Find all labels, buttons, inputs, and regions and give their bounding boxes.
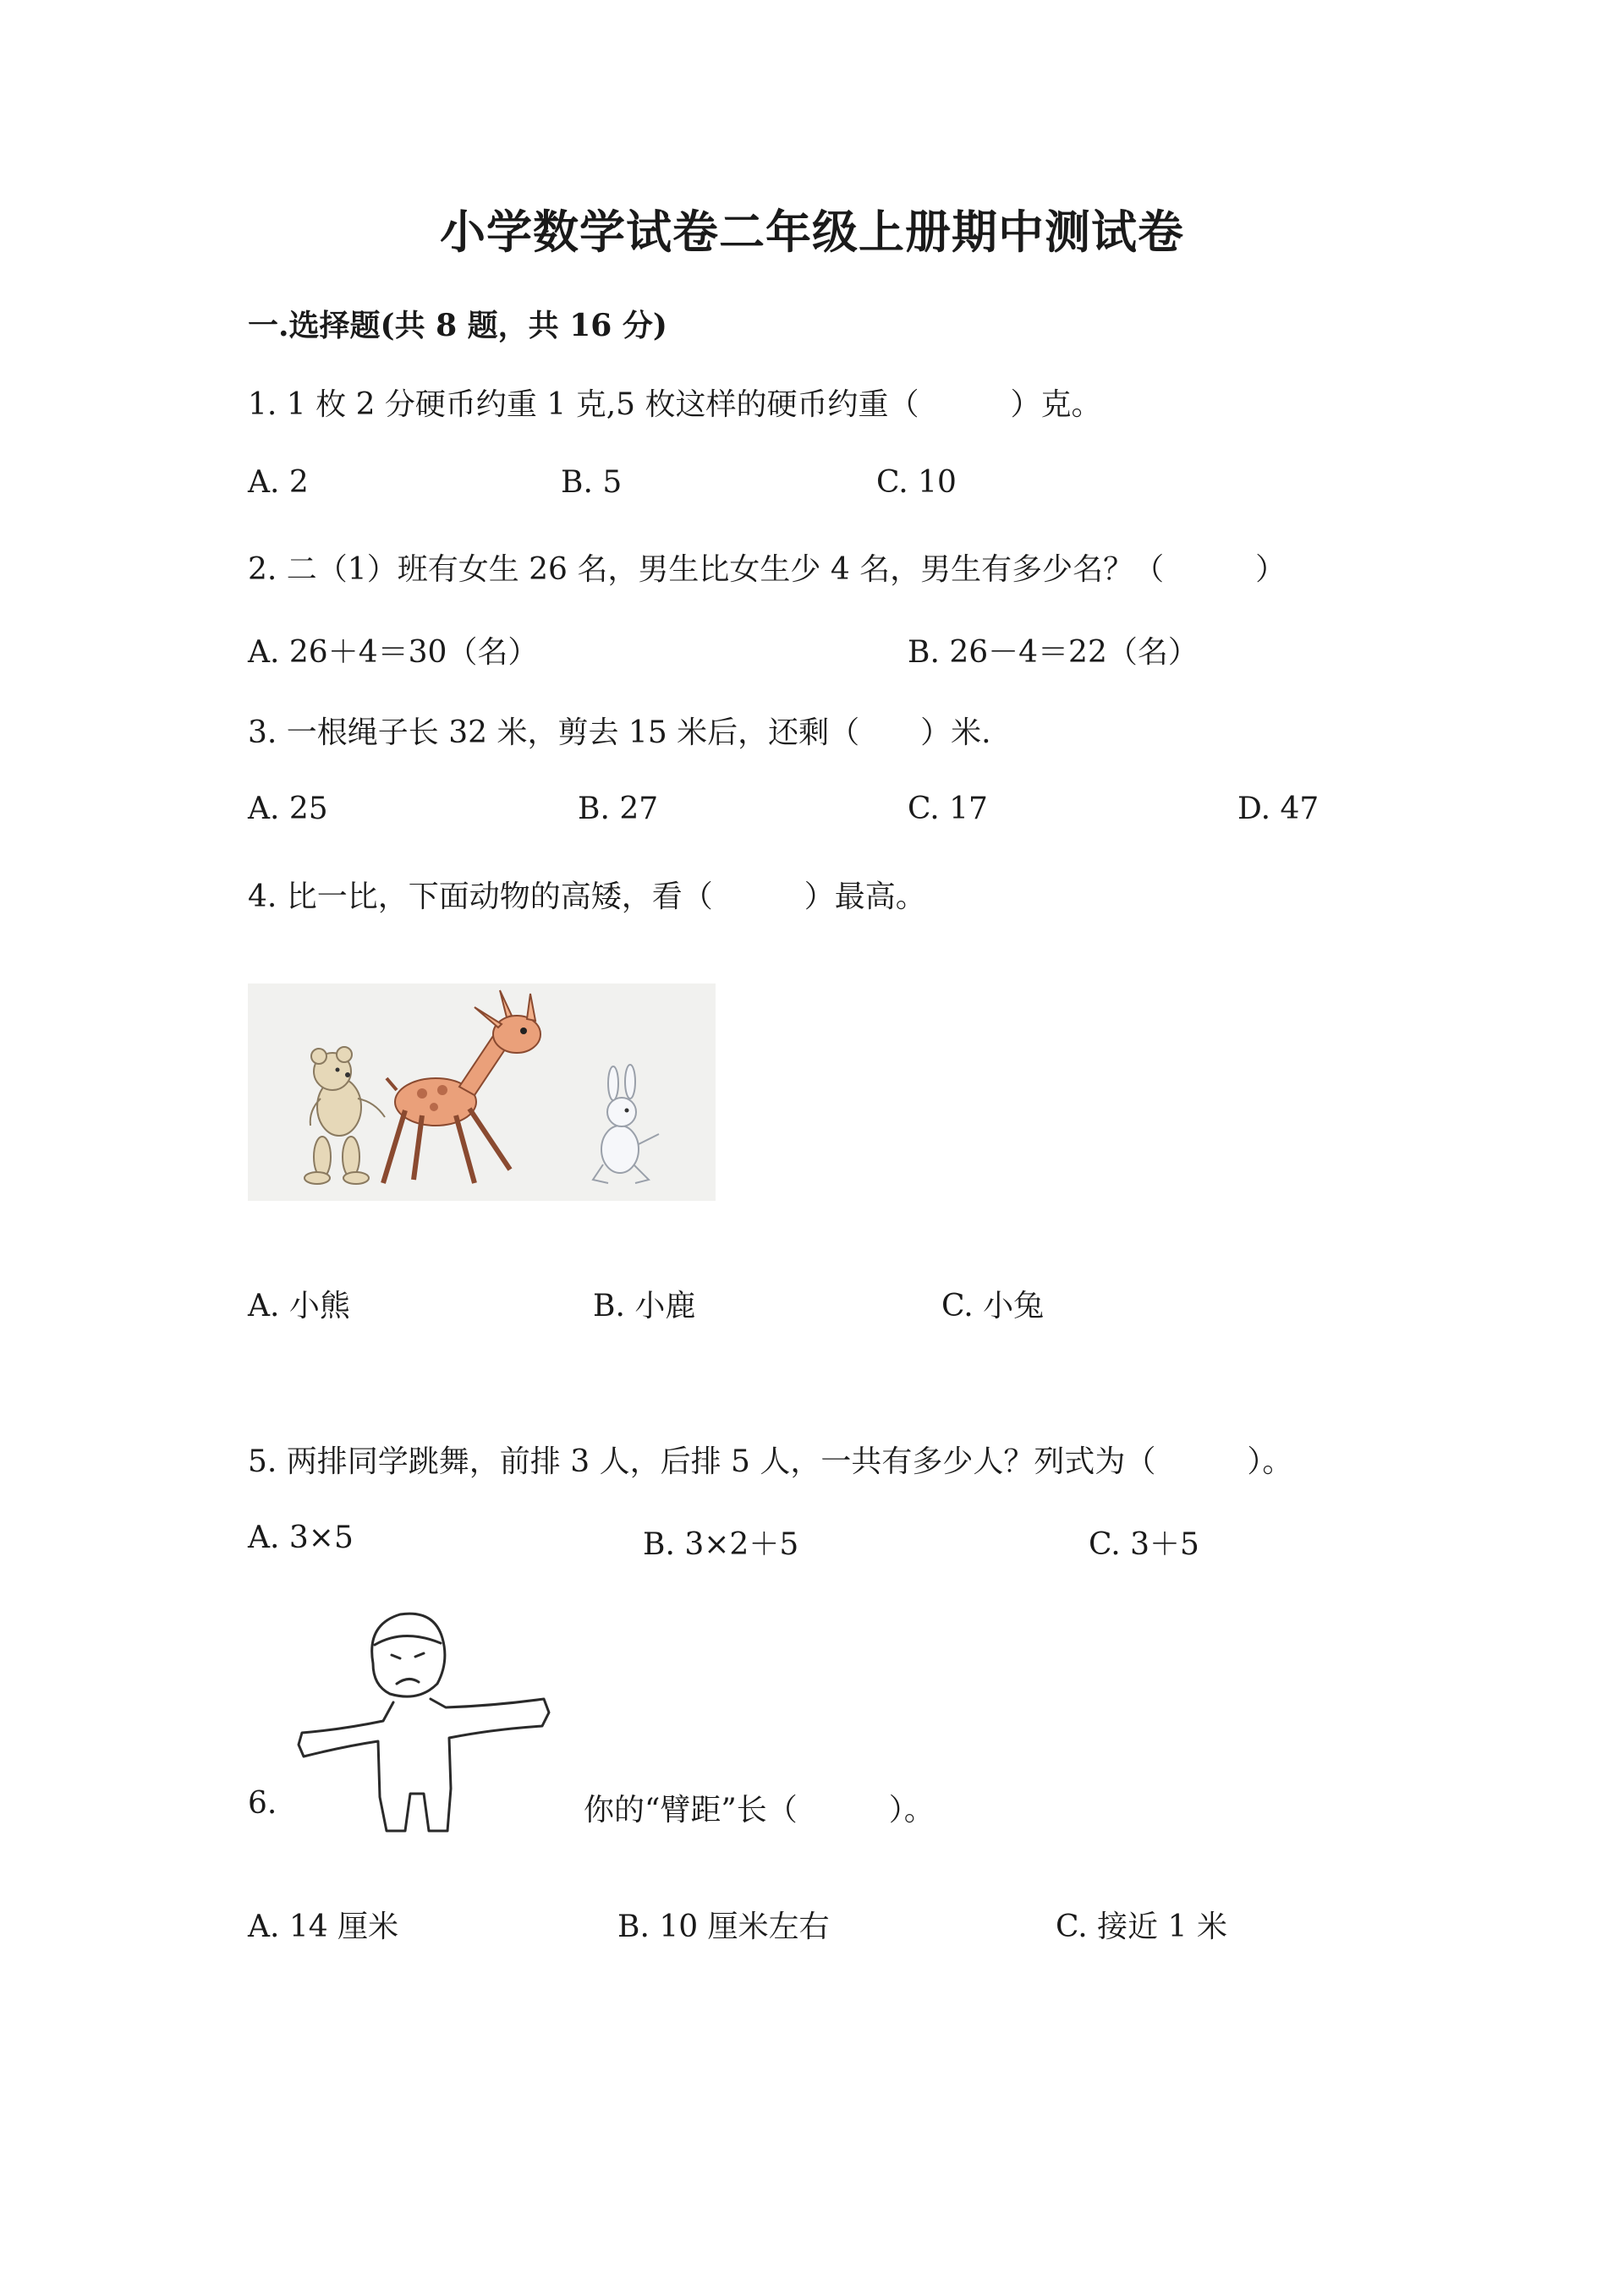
question-1-option-a[interactable]: A. 2: [248, 465, 309, 500]
child-arm-span-drawing: [292, 1603, 571, 1848]
question-5-option-a[interactable]: A. 3×5: [248, 1521, 354, 1555]
question-3-option-c[interactable]: C. 17: [908, 792, 988, 826]
animals-picture: [248, 984, 716, 1201]
question-4-option-b[interactable]: B. 小鹿: [593, 1289, 696, 1323]
question-5-option-b[interactable]: B. 3×2＋5: [643, 1527, 799, 1562]
section-heading: 一.选择题(共 8 题，共 16 分): [248, 308, 667, 343]
question-4-option-a[interactable]: A. 小熊: [248, 1289, 350, 1323]
question-5-option-c[interactable]: C. 3＋5: [1089, 1527, 1199, 1562]
question-1-option-b[interactable]: B. 5: [561, 465, 623, 500]
question-6-option-b[interactable]: B. 10 厘米左右: [617, 1910, 830, 1944]
question-3-option-d[interactable]: D. 47: [1237, 792, 1320, 826]
question-1-stem: 1. 1 枚 2 分硬币约重 1 克,5 枚这样的硬币约重（ ）克。: [248, 387, 1102, 422]
question-5-stem: 5. 两排同学跳舞，前排 3 人，后排 5 人，一共有多少人？列式为（ ）。: [248, 1444, 1293, 1479]
question-6-stem: 你的“臂距”长（ ）。: [584, 1793, 935, 1827]
question-2-stem: 2. 二（1）班有女生 26 名，男生比女生少 4 名，男生有多少名？（ ）: [248, 552, 1287, 587]
question-6-number: 6.: [248, 1786, 277, 1821]
question-1-option-c[interactable]: C. 10: [876, 465, 957, 500]
question-4-stem: 4. 比一比，下面动物的高矮，看（ ）最高。: [248, 879, 926, 914]
question-3-option-b[interactable]: B. 27: [578, 792, 659, 826]
question-3-option-a[interactable]: A. 25: [248, 792, 328, 826]
question-2-option-a[interactable]: A. 26＋4＝30（名）: [248, 635, 539, 670]
question-6-option-c[interactable]: C. 接近 1 米: [1056, 1910, 1227, 1944]
question-4-option-c[interactable]: C. 小兔: [941, 1289, 1045, 1323]
question-3-stem: 3. 一根绳子长 32 米，剪去 15 米后，还剩（ ）米.: [248, 715, 991, 750]
page-title: 小学数学试卷二年级上册期中测试卷: [440, 205, 1184, 259]
question-2-option-b[interactable]: B. 26－4＝22（名）: [908, 635, 1199, 670]
question-6-option-a[interactable]: A. 14 厘米: [248, 1910, 399, 1944]
